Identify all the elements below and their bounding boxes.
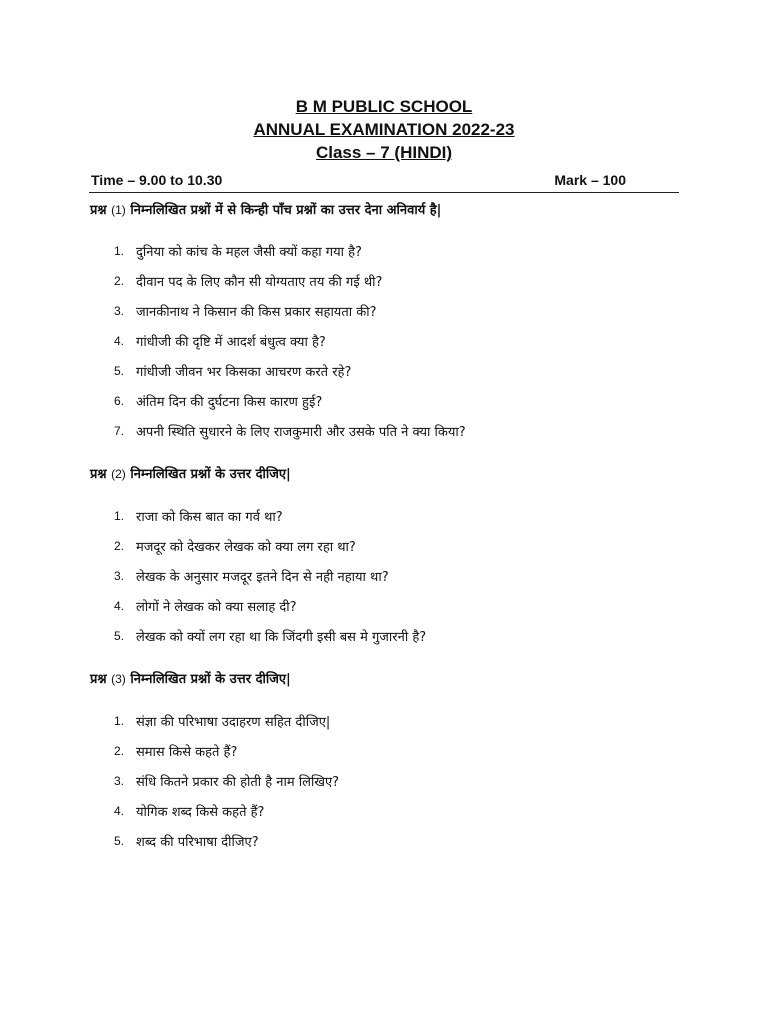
question-list-1 [114,236,466,446]
section-prefix: प्रश्न [90,203,107,218]
section-prefix: प्रश्न [90,467,107,482]
question-number: 4. [114,599,125,613]
section-heading-1 [90,201,441,220]
list-item [114,266,466,296]
class-title: Class – 7 (HINDI) [315,143,453,162]
list-item [114,326,466,356]
question-number: 6. [114,394,125,408]
question-number: 3. [114,774,125,788]
section-heading-2 [90,465,291,484]
section-heading-3 [90,670,291,689]
mark-info: Mark – 100 [554,172,626,188]
question-text: राजा को किस बात का गर्व था? [136,510,283,525]
question-number: 2. [114,744,125,758]
section-instruction: निम्नलिखित प्रश्नों में से किन्ही पाँच प्रश्नों का उत्तर देना अनिवार्य है| [130,203,442,218]
list-item [114,386,466,416]
exam-title: ANNUAL EXAMINATION 2022-23 [253,120,515,139]
question-text: गांधीजी की दृष्टि में आदर्श बंधुत्व क्या है? [136,335,326,350]
question-number: 5. [114,629,125,643]
section-prefix: प्रश्न [90,672,107,687]
list-item [114,561,426,591]
question-number: 5. [114,834,125,848]
question-number: 2. [114,274,125,288]
time-info: Time – 9.00 to 10.30 [91,172,223,188]
question-list-3 [114,706,339,856]
list-item [114,766,339,796]
section-instruction: निम्नलिखित प्रश्नों के उत्तर दीजिए| [130,467,291,482]
list-item [114,236,466,266]
question-text: गांधीजी जीवन भर किसका आचरण करते रहे? [136,365,352,380]
question-number: 4. [114,334,125,348]
question-text: योगिक शब्द किसे कहते हैं? [136,805,265,820]
question-text: अंतिम दिन की दुर्घटना किस कारण हुई? [136,395,323,410]
meta-row [91,171,678,189]
list-item [114,706,339,736]
question-text: जानकीनाथ ने किसान की किस प्रकार सहायता की? [136,305,377,320]
question-number: 3. [114,304,125,318]
page-header [0,95,768,164]
question-text: लेखक को क्यों लग रहा था कि जिंदगी इसी बस मे गुजारनी है? [136,630,427,645]
question-text: लोगों ने लेखक को क्या सलाह दी? [136,600,297,615]
list-item [114,826,339,856]
question-text: दुनिया को कांच के महल जैसी क्यों कहा गया है? [136,245,362,260]
section-number: (2) [111,467,126,481]
question-text: संज्ञा की परिभाषा उदाहरण सहित दीजिए| [136,715,331,730]
header-divider [89,192,679,193]
list-item [114,296,466,326]
list-item [114,621,426,651]
question-number: 7. [114,424,125,438]
question-text: समास किसे कहते हैं? [136,745,238,760]
section-number: (1) [111,203,126,217]
list-item [114,416,466,446]
question-text: मजदूर को देखकर लेखक को क्या लग रहा था? [136,540,356,555]
section-number: (3) [111,672,126,686]
question-text: अपनी स्थिति सुधारने के लिए राजकुमारी और उसके पति ने क्या किया? [136,425,466,440]
question-text: संधि कितने प्रकार की होती है नाम लिखिए? [136,775,340,790]
question-text: दीवान पद के लिए कौन सी योग्यताए तय की गई थी? [136,275,383,290]
list-item [114,501,426,531]
list-item [114,736,339,766]
section-instruction: निम्नलिखित प्रश्नों के उत्तर दीजिए| [130,672,291,687]
list-item [114,531,426,561]
school-name: B M PUBLIC SCHOOL [295,97,473,116]
question-number: 1. [114,244,125,258]
question-number: 1. [114,509,125,523]
question-text: लेखक के अनुसार मजदूर इतने दिन से नही नहाया था? [136,570,389,585]
list-item [114,796,339,826]
question-list-2 [114,501,426,651]
question-number: 1. [114,714,125,728]
question-number: 3. [114,569,125,583]
list-item [114,356,466,386]
question-number: 5. [114,364,125,378]
list-item [114,591,426,621]
question-number: 4. [114,804,125,818]
question-number: 2. [114,539,125,553]
question-text: शब्द की परिभाषा दीजिए? [136,835,259,850]
